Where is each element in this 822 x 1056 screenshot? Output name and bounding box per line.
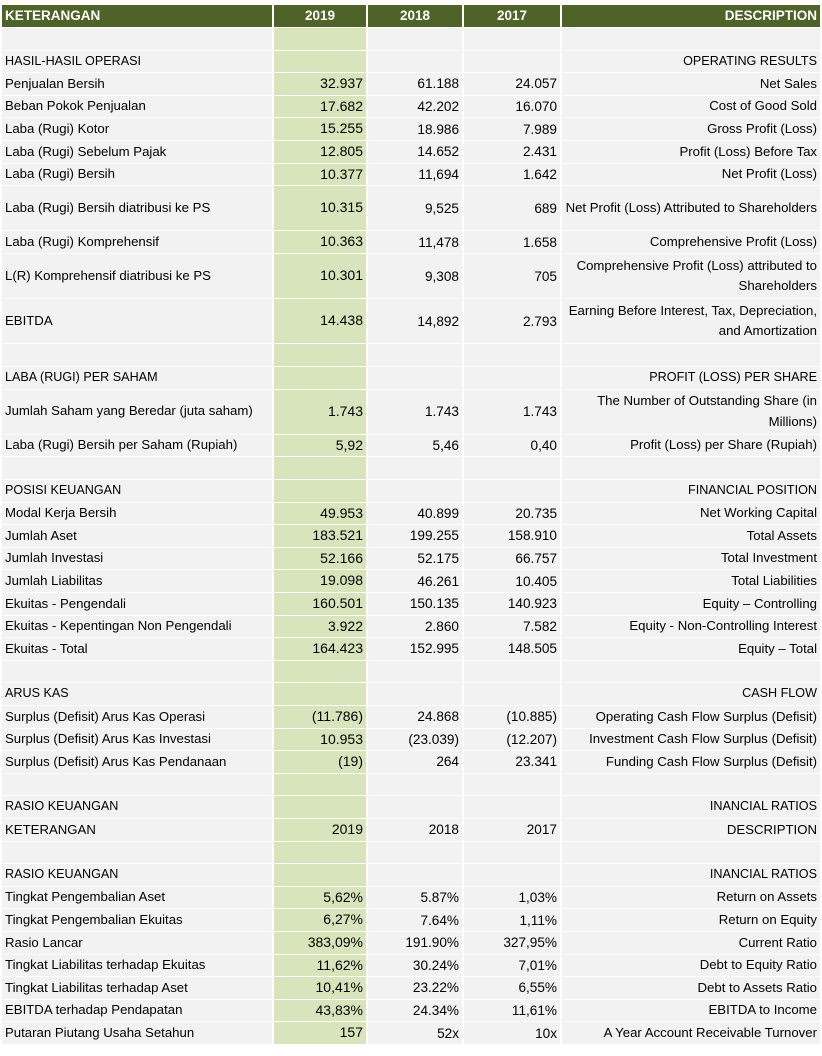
row-description: Current Ratio [562,932,820,954]
value-2018: 150.135 [368,593,462,615]
value-2018: 14,892 [368,299,462,343]
value-2017: 705 [464,254,560,298]
section-header-row [2,863,820,886]
value-2019: 183.521 [274,525,366,547]
table-row [2,140,820,163]
table-row [2,72,820,95]
row-description: Equity – Total [562,638,820,660]
row-description: Net Sales [562,73,820,95]
table-row [2,908,820,931]
row-description: Investment Cash Flow Surplus (Defisit) [562,729,820,751]
value-2017: 689 [464,186,560,230]
row-description [562,344,820,366]
row-label: Laba (Rugi) Komprehensif [2,231,272,253]
row-description: Profit (Loss) per Share (Rupiah) [562,435,820,457]
value-2019 [274,842,366,864]
value-2019: 12.805 [274,141,366,163]
spacer-row [2,27,820,50]
row-description: A Year Account Receivable Turnover [562,1022,820,1044]
table-row [2,569,820,592]
row-label [2,774,272,796]
value-2019: 10.315 [274,186,366,230]
row-label: Tingkat Liabilitas terhadap Ekuitas [2,955,272,977]
value-2017: 23.341 [464,751,560,773]
table-row [2,547,820,570]
value-2019: 32.937 [274,73,366,95]
row-label: RASIO KEUANGAN [2,796,272,818]
value-2017 [464,661,560,683]
table-row [2,999,820,1022]
value-2018: 24.868 [368,706,462,728]
table-row [2,976,820,999]
value-2018: 2.860 [368,616,462,638]
value-2017: 1.743 [464,390,560,434]
value-2018: 264 [368,751,462,773]
value-2018: 30.24% [368,955,462,977]
row-label: Beban Pokok Penjualan [2,96,272,118]
row-label: Laba (Rugi) Bersih [2,164,272,186]
row-label: Ekuitas - Kepentingan Non Pengendali [2,616,272,638]
row-label: Laba (Rugi) Bersih diatribusi ke PS [2,186,272,230]
value-2018: 199.255 [368,525,462,547]
row-description: Net Profit (Loss) [562,164,820,186]
table-row [2,886,820,909]
value-2017: 158.910 [464,525,560,547]
value-2019 [274,344,366,366]
header-keterangan: KETERANGAN [2,5,272,27]
value-2018 [368,774,462,796]
row-label: Penjualan Bersih [2,73,272,95]
value-2017: 2017 [464,819,560,841]
row-description [562,28,820,50]
row-description [562,661,820,683]
value-2018 [368,661,462,683]
value-2019 [274,864,366,886]
row-description: Operating Cash Flow Surplus (Defisit) [562,706,820,728]
row-label: Surplus (Defisit) Arus Kas Pendanaan [2,751,272,773]
value-2018: 61.188 [368,73,462,95]
value-2017: 1.658 [464,231,560,253]
row-label: Jumlah Liabilitas [2,570,272,592]
value-2017: 2.431 [464,141,560,163]
row-description [562,457,820,479]
value-2019: 10.377 [274,164,366,186]
value-2018: 11,694 [368,164,462,186]
value-2018: 42.202 [368,96,462,118]
value-2017: 6,55% [464,977,560,999]
value-2019 [274,661,366,683]
value-2019: 5,92 [274,435,366,457]
value-2019: 10.363 [274,231,366,253]
row-label: Surplus (Defisit) Arus Kas Operasi [2,706,272,728]
value-2018 [368,480,462,502]
value-2019: 15.255 [274,118,366,140]
section-header-row [2,795,820,818]
header-2018: 2018 [368,5,462,27]
row-description: Profit (Loss) Before Tax [562,141,820,163]
table-row [2,931,820,954]
value-2018: (23.039) [368,729,462,751]
row-label: L(R) Komprehensif diatribusi ke PS [2,254,272,298]
value-2018: 24.34% [368,1000,462,1022]
section-header-row [2,682,820,705]
value-2019: 5,62% [274,887,366,909]
value-2018: 5,46 [368,435,462,457]
value-2017 [464,28,560,50]
row-description: Funding Cash Flow Surplus (Defisit) [562,751,820,773]
value-2019: 17.682 [274,96,366,118]
table-row [2,502,820,525]
row-description: INANCIAL RATIOS [562,796,820,818]
value-2019: 6,27% [274,909,366,931]
value-2018: 46.261 [368,570,462,592]
row-description: Net Profit (Loss) Attributed to Shareholders [562,186,820,230]
row-description: Total Assets [562,525,820,547]
value-2017 [464,480,560,502]
value-2017: 24.057 [464,73,560,95]
value-2017 [464,774,560,796]
row-label: Jumlah Investasi [2,548,272,570]
value-2017: (12.207) [464,729,560,751]
value-2018 [368,367,462,389]
section-header-row [2,366,820,389]
table-row [2,163,820,186]
row-description: PROFIT (LOSS) PER SHARE [562,367,820,389]
table-row [2,524,820,547]
row-label: Tingkat Pengembalian Ekuitas [2,909,272,931]
spacer-row [2,456,820,479]
row-label: EBITDA [2,299,272,343]
row-label [2,457,272,479]
table-row [2,298,820,343]
section-header-row [2,479,820,502]
value-2019 [274,774,366,796]
row-label: Laba (Rugi) Sebelum Pajak [2,141,272,163]
value-2019: 2019 [274,819,366,841]
row-label: POSISI KEUANGAN [2,480,272,502]
header-description: DESCRIPTION [562,5,820,27]
value-2019: 164.423 [274,638,366,660]
value-2019: (19) [274,751,366,773]
value-2019: 10,41% [274,977,366,999]
row-description: Total Liabilities [562,570,820,592]
row-description: Return on Equity [562,909,820,931]
value-2018 [368,344,462,366]
table-row [2,185,820,230]
value-2017 [464,457,560,479]
row-description: Comprehensive Profit (Loss) [562,231,820,253]
row-label: ARUS KAS [2,683,272,705]
value-2019: 14.438 [274,299,366,343]
row-label: LABA (RUGI) PER SAHAM [2,367,272,389]
row-description: Gross Profit (Loss) [562,118,820,140]
value-2017 [464,344,560,366]
value-2019: 10.953 [274,729,366,751]
row-description: Total Investment [562,548,820,570]
row-label: Putaran Piutang Usaha Setahun [2,1022,272,1044]
value-2019 [274,796,366,818]
value-2017: 1,03% [464,887,560,909]
value-2018: 52x [368,1022,462,1044]
row-label: Jumlah Saham yang Beredar (juta saham) [2,390,272,434]
table-row [2,728,820,751]
value-2019: 3.922 [274,616,366,638]
row-label: Tingkat Pengembalian Aset [2,887,272,909]
value-2019: 10.301 [274,254,366,298]
value-2019: 157 [274,1022,366,1044]
row-label: Tingkat Liabilitas terhadap Aset [2,977,272,999]
row-description: INANCIAL RATIOS [562,864,820,886]
value-2018 [368,683,462,705]
table-row [2,615,820,638]
value-2017: 16.070 [464,96,560,118]
table-row [2,230,820,253]
value-2017 [464,683,560,705]
value-2018: 1.743 [368,390,462,434]
value-2018 [368,28,462,50]
table-row [2,95,820,118]
value-2018: 7.64% [368,909,462,931]
section-header-row [2,50,820,73]
row-description: CASH FLOW [562,683,820,705]
row-label: EBITDA terhadap Pendapatan [2,1000,272,1022]
header-2017: 2017 [464,5,560,27]
row-label: Modal Kerja Bersih [2,503,272,525]
value-2017: 7.582 [464,616,560,638]
value-2018: 5.87% [368,887,462,909]
value-2018 [368,51,462,73]
value-2017: 66.757 [464,548,560,570]
table-row [2,389,820,434]
value-2018: 9,525 [368,186,462,230]
row-description: Equity - Non-Controlling Interest [562,616,820,638]
row-label: Ekuitas - Total [2,638,272,660]
row-description: EBITDA to Income [562,1000,820,1022]
row-label [2,842,272,864]
value-2018: 40.899 [368,503,462,525]
value-2017: 140.923 [464,593,560,615]
value-2018: 9,308 [368,254,462,298]
value-2018: 191.90% [368,932,462,954]
value-2017: 0,40 [464,435,560,457]
row-label [2,28,272,50]
table-row [2,705,820,728]
value-2017: 327,95% [464,932,560,954]
value-2018 [368,796,462,818]
row-label: HASIL-HASIL OPERASI [2,51,272,73]
value-2017: 10.405 [464,570,560,592]
row-label: Jumlah Aset [2,525,272,547]
value-2018: 2018 [368,819,462,841]
value-2018: 152.995 [368,638,462,660]
row-description: DESCRIPTION [562,819,820,841]
row-label: KETERANGAN [2,819,272,841]
value-2019: 43,83% [274,1000,366,1022]
value-2018: 11,478 [368,231,462,253]
row-label [2,344,272,366]
value-2017 [464,864,560,886]
table-row [2,637,820,660]
value-2019 [274,457,366,479]
value-2019: 160.501 [274,593,366,615]
table-row [2,253,820,298]
value-2018: 52.175 [368,548,462,570]
row-description: Net Working Capital [562,503,820,525]
value-2019: 52.166 [274,548,366,570]
value-2017: (10.885) [464,706,560,728]
value-2019 [274,683,366,705]
table-row [2,117,820,140]
row-label: Surplus (Defisit) Arus Kas Investasi [2,729,272,751]
header-2019: 2019 [274,5,366,27]
table-row [2,954,820,977]
row-description: Debt to Equity Ratio [562,955,820,977]
row-description: OPERATING RESULTS [562,51,820,73]
row-label: Laba (Rugi) Bersih per Saham (Rupiah) [2,435,272,457]
table-row [2,750,820,773]
value-2017: 20.735 [464,503,560,525]
table-row [2,1021,820,1044]
value-2017: 10x [464,1022,560,1044]
row-description [562,774,820,796]
value-2017 [464,51,560,73]
value-2019: 19.098 [274,570,366,592]
value-2018: 23.22% [368,977,462,999]
row-description [562,842,820,864]
row-label: RASIO KEUANGAN [2,864,272,886]
value-2018: 14.652 [368,141,462,163]
value-2019: 11,62% [274,955,366,977]
row-label [2,661,272,683]
value-2019 [274,51,366,73]
row-label: Laba (Rugi) Kotor [2,118,272,140]
spacer-row [2,841,820,864]
value-2017: 11,61% [464,1000,560,1022]
value-2017: 1.642 [464,164,560,186]
value-2017 [464,796,560,818]
value-2019 [274,28,366,50]
row-label: Rasio Lancar [2,932,272,954]
table-row [2,592,820,615]
value-2017: 1,11% [464,909,560,931]
row-description: FINANCIAL POSITION [562,480,820,502]
spacer-row [2,773,820,796]
value-2019 [274,367,366,389]
value-2017 [464,367,560,389]
row-description: The Number of Outstanding Share (in Millions) [562,390,820,434]
value-2017: 7.989 [464,118,560,140]
spacer-row [2,343,820,366]
row-description: Comprehensive Profit (Loss) attributed to Shareholders [562,254,820,298]
value-2017 [464,842,560,864]
row-description: Cost of Good Sold [562,96,820,118]
value-2019: 383,09% [274,932,366,954]
row-description: Earning Before Interest, Tax, Depreciation, and Amortization [562,299,820,343]
value-2018 [368,457,462,479]
table-row [2,434,820,457]
row-description: Debt to Assets Ratio [562,977,820,999]
value-2019: 49.953 [274,503,366,525]
value-2019: 1.743 [274,390,366,434]
value-2019: (11.786) [274,706,366,728]
value-2018 [368,842,462,864]
table-header-row [2,4,820,27]
row-description: Return on Assets [562,887,820,909]
value-2017: 2.793 [464,299,560,343]
row-description: Equity – Controlling [562,593,820,615]
value-2018 [368,864,462,886]
value-2017: 7,01% [464,955,560,977]
value-2017: 148.505 [464,638,560,660]
spacer-row [2,660,820,683]
value-2019 [274,480,366,502]
value-2018: 18.986 [368,118,462,140]
row-label: Ekuitas - Pengendali [2,593,272,615]
table-row [2,818,820,841]
